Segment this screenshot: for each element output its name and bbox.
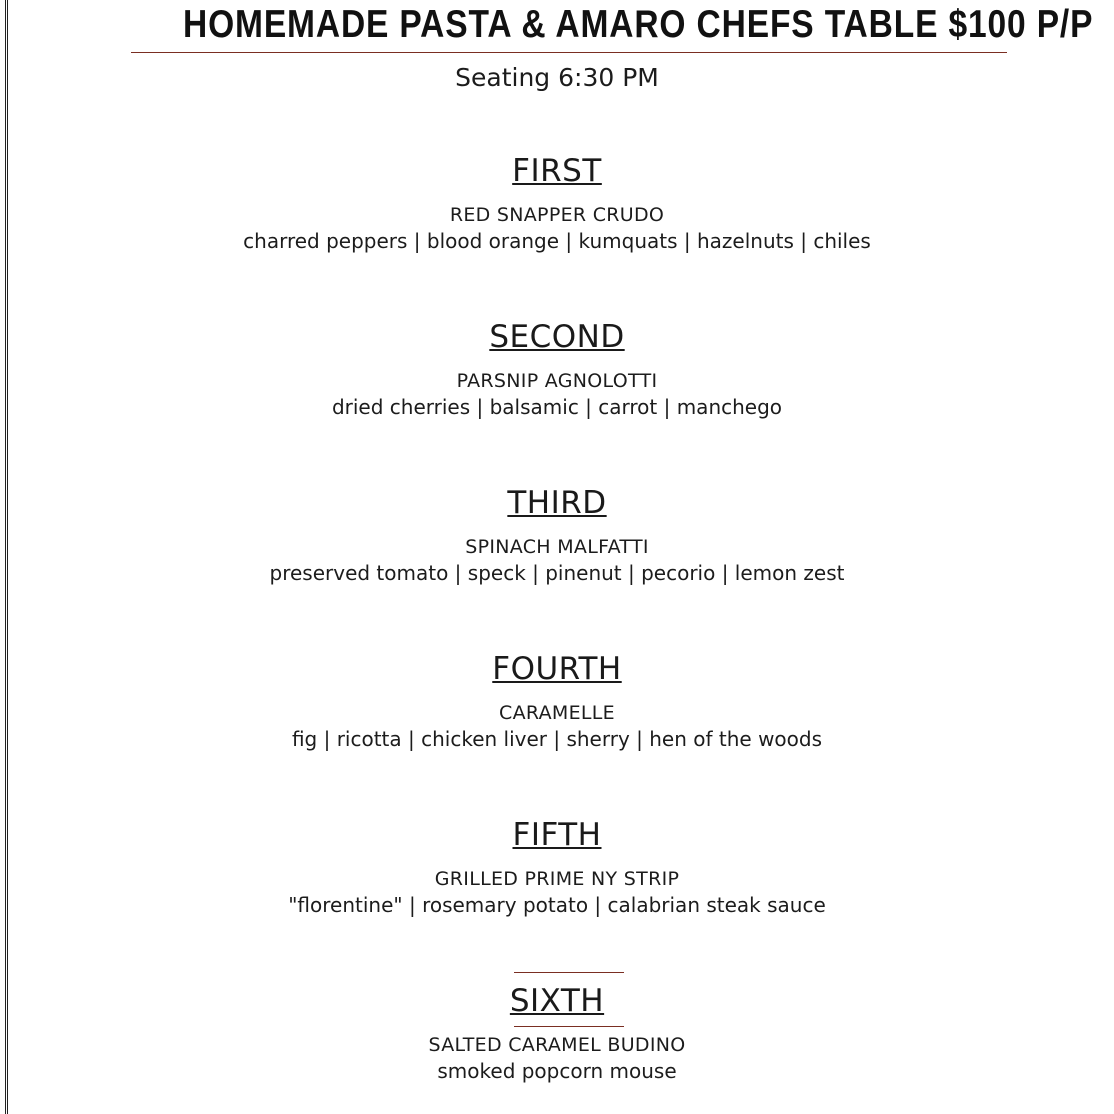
- dish-name: CARAMELLE: [499, 702, 615, 724]
- seating-time: Seating 6:30 PM: [455, 63, 659, 92]
- sixth-divider-bottom: [514, 1026, 624, 1027]
- dish-description: preserved tomato | speck | pinenut | pecorio | lemon zest: [269, 561, 845, 585]
- dish-description: charred peppers | blood orange | kumquats | hazelnuts | chiles: [243, 229, 871, 253]
- course-sixth: [0, 982, 1114, 1084]
- course-fifth: [0, 816, 1114, 918]
- course-third: [0, 484, 1114, 586]
- course-heading: FIFTH: [512, 817, 602, 853]
- menu-title: HOMEMADE PASTA & AMARO CHEFS TABLE $100 P/P: [183, 3, 1094, 46]
- dish-name: GRILLED PRIME NY STRIP: [434, 868, 680, 890]
- course-fourth: [0, 650, 1114, 752]
- course-heading: THIRD: [507, 485, 607, 521]
- sixth-divider-top: [514, 972, 624, 973]
- course-heading: SIXTH: [509, 983, 605, 1019]
- dish-name: SPINACH MALFATTI: [465, 536, 649, 558]
- dish-description: smoked popcorn mouse: [437, 1059, 677, 1083]
- dish-name: SALTED CARAMEL BUDINO: [428, 1034, 686, 1056]
- dish-description: fig | ricotta | chicken liver | sherry | hen of the woods: [291, 727, 823, 751]
- course-heading: FIRST: [512, 153, 602, 189]
- course-second: [0, 318, 1114, 420]
- dish-name: PARSNIP AGNOLOTTI: [456, 370, 658, 392]
- course-heading: FOURTH: [492, 651, 622, 687]
- dish-description: "florentine" | rosemary potato | calabrian steak sauce: [288, 893, 826, 917]
- dish-description: dried cherries | balsamic | carrot | manchego: [331, 395, 783, 419]
- title-divider: [131, 52, 1007, 53]
- course-first: [0, 152, 1114, 254]
- dish-name: RED SNAPPER CRUDO: [449, 204, 665, 226]
- course-heading: SECOND: [489, 319, 625, 355]
